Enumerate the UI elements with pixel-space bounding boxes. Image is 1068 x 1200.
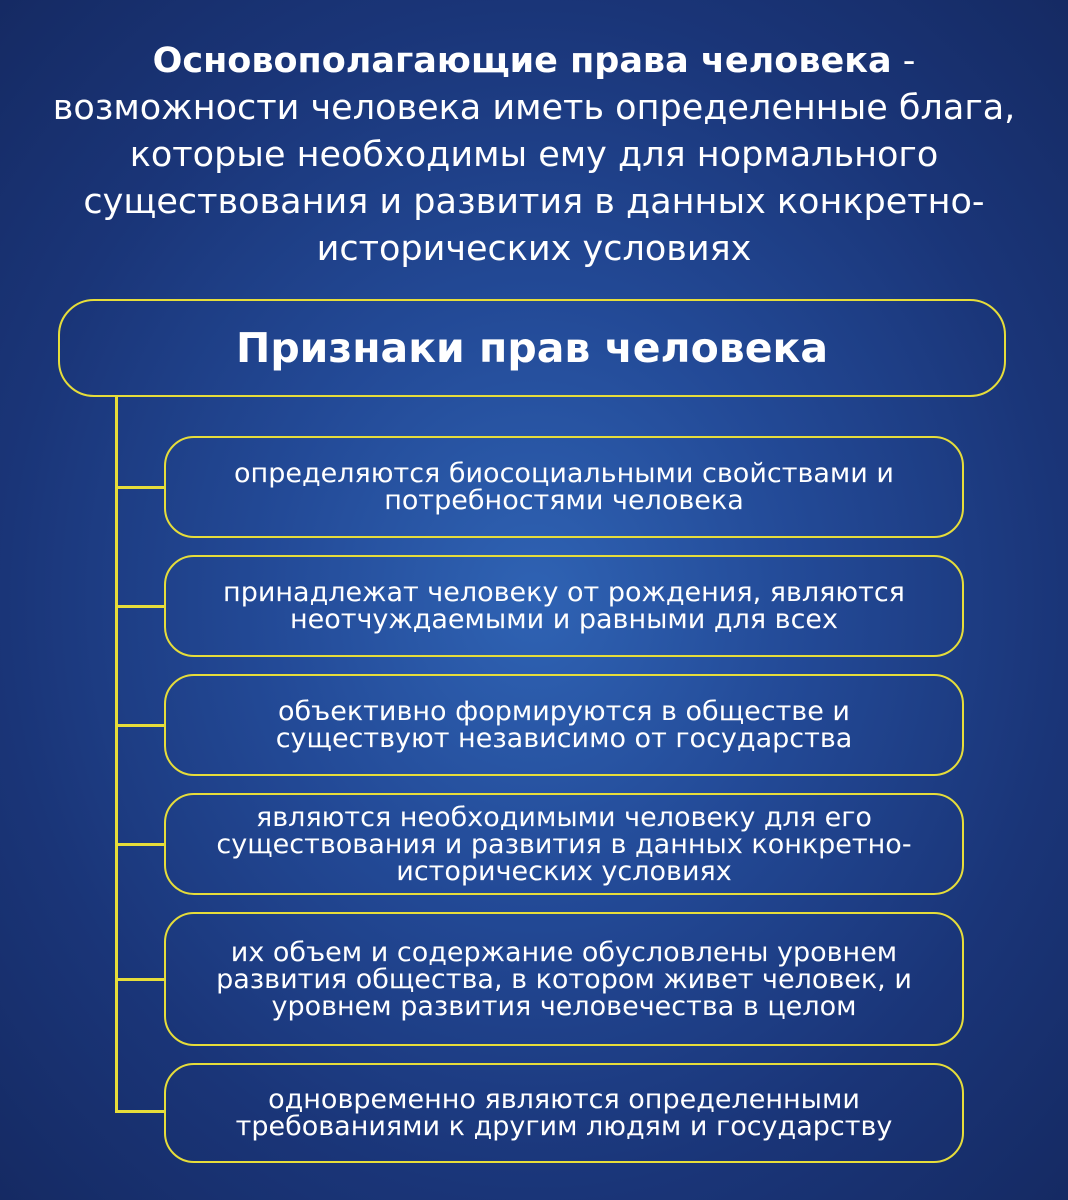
feature-text-5: их объем и содержание обусловлены уровнем развития общества, в котором живет человек, и уровнем развития человечества в целом [216,936,912,1022]
feature-text-6: одновременно являются определенными требованиями к другим людям и государству [235,1084,893,1142]
connector-line-5 [115,978,165,981]
definition-text [30,38,1038,273]
feature-box-3 [164,674,964,776]
definition-body: - возможности человека иметь определенные блага, которые необходимы ему для нормального существования и развития в данных конкретно-исторических условиях [52,41,1016,269]
feature-box-4 [164,793,964,895]
feature-box-1 [164,436,964,538]
connector-line-3 [115,724,165,727]
connector-line-4 [115,843,165,846]
feature-text-3: объективно формируются в обществе и существуют независимо от государства [275,696,853,754]
feature-box-5 [164,912,964,1046]
diagram-title: Признаки прав человека [236,324,828,372]
feature-box-2 [164,555,964,657]
connector-line-6 [115,1110,165,1113]
feature-text-2: принадлежат человеку от рождения, являются неотчуждаемыми и равными для всех [223,577,905,635]
connector-line-2 [115,605,165,608]
definition-term: Основополагающие права человека [152,41,892,81]
tree-trunk-line [115,397,118,1113]
feature-box-6 [164,1063,964,1163]
feature-text-1: определяются биосоциальными свойствами и потребностями человека [234,458,894,516]
feature-text-4: являются необходимыми человеку для его существования и развития в данных конкретно-исторических условиях [216,801,912,887]
diagram-title-box [58,299,1006,397]
connector-line-1 [115,486,165,489]
